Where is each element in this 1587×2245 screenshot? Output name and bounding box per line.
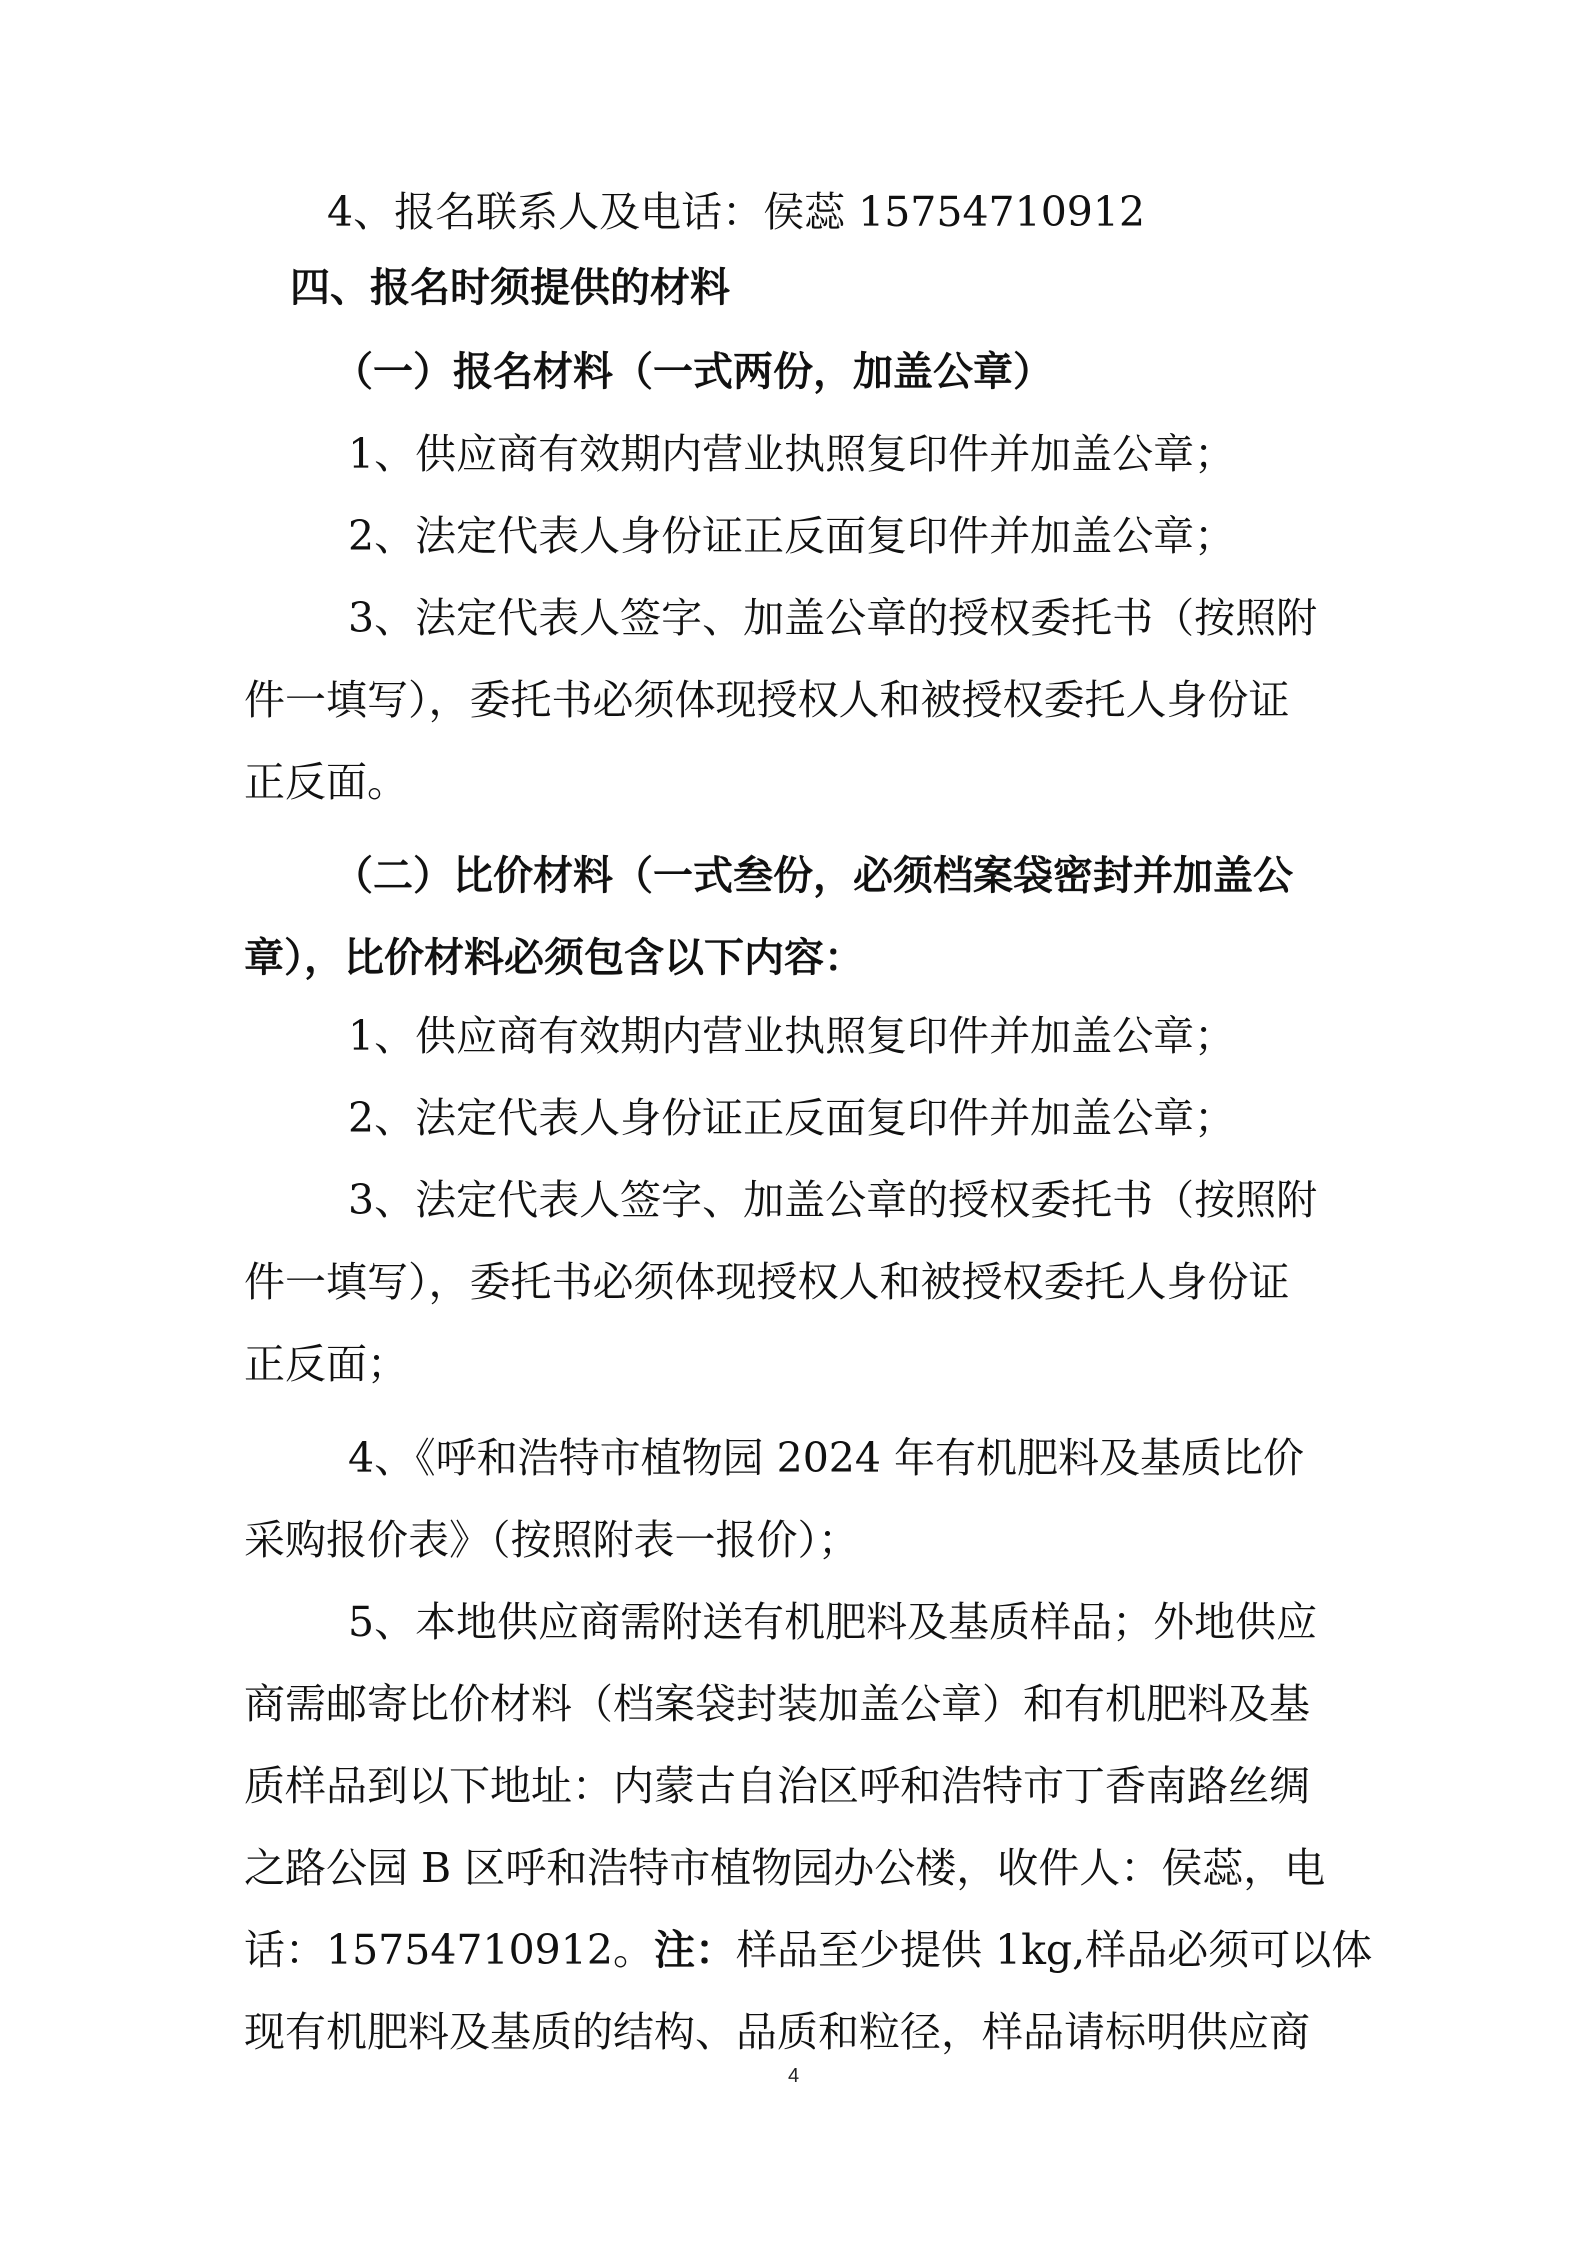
paragraph-line: 之路公园 B 区呼和浩特市植物园办公楼，收件人：侯蕊，电 (244, 1844, 1326, 1892)
page-number: 4 (787, 2065, 800, 2087)
paragraph-line: 现有机肥料及基质的结构、品质和粒径，样品请标明供应商 (244, 2008, 1310, 2056)
list-item: 4、《呼和浩特市植物园 2024 年有机肥料及基质比价 (348, 1434, 1304, 1482)
phone-text: 话：15754710912。 (244, 1926, 654, 1974)
list-item: 3、法定代表人签字、加盖公章的授权委托书（按照附 (348, 1176, 1318, 1224)
note-label: 注： (653, 1926, 736, 1974)
list-item: 2、法定代表人身份证正反面复印件并加盖公章； (348, 512, 1236, 560)
list-item: 3、法定代表人签字、加盖公章的授权委托书（按照附 (348, 594, 1318, 642)
list-item: 1、供应商有效期内营业执照复印件并加盖公章； (348, 1012, 1236, 1060)
paragraph-line: 商需邮寄比价材料（档案袋封装加盖公章）和有机肥料及基 (244, 1680, 1310, 1728)
subsection-heading: 章），比价材料必须包含以下内容： (244, 935, 864, 981)
section-heading: 四、报名时须提供的材料 (290, 265, 730, 311)
list-item: 1、供应商有效期内营业执照复印件并加盖公章； (348, 430, 1236, 478)
note-text: 样品至少提供 1kg,样品必须可以体 (735, 1926, 1373, 1974)
list-item: 5、本地供应商需附送有机肥料及基质样品；外地供应 (348, 1598, 1318, 1646)
paragraph-line: 件一填写），委托书必须体现授权人和被授权委托人身份证 (244, 676, 1290, 724)
paragraph-line (0, 1920, 1587, 1980)
paragraph-line: 正反面； (244, 1340, 408, 1388)
paragraph-line: 件一填写），委托书必须体现授权人和被授权委托人身份证 (244, 1258, 1290, 1306)
paragraph-line: 采购报价表》（按照附表一报价）； (244, 1516, 859, 1564)
contact-line: 4、报名联系人及电话：侯蕊 15754710912 (327, 188, 1146, 236)
subsection-heading: （二）比价材料（一式叁份，必须档案袋密封并加盖公 (333, 853, 1293, 899)
list-item: 2、法定代表人身份证正反面复印件并加盖公章； (348, 1094, 1236, 1142)
subsection-heading: （一）报名材料（一式两份，加盖公章） (333, 349, 1053, 395)
paragraph-line: 质样品到以下地址：内蒙古自治区呼和浩特市丁香南路丝绸 (244, 1762, 1310, 1810)
paragraph-line: 正反面。 (244, 758, 408, 806)
